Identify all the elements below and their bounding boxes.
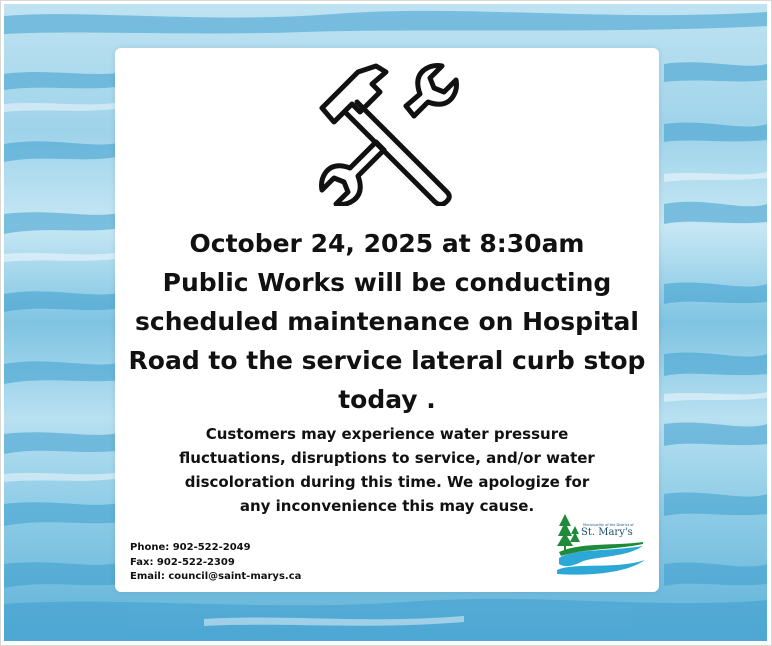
email-address: Email: council@saint-marys.ca xyxy=(130,571,302,582)
body-line: fluctuations, disruptions to service, and/or water xyxy=(179,449,595,467)
headline-line: Public Works will be conducting xyxy=(162,268,612,297)
phone-number: Phone: 902-522-2049 xyxy=(130,542,251,553)
body-line: any inconvenience this may cause. xyxy=(239,497,535,515)
headline-line: Road to the service lateral curb stop xyxy=(128,346,646,375)
fax-number: Fax: 902-522-2309 xyxy=(130,556,235,568)
headline xyxy=(115,224,659,419)
logo-graphic xyxy=(555,512,647,578)
headline-line: scheduled maintenance on Hospital xyxy=(135,307,639,336)
headline-line: today . xyxy=(338,385,436,414)
st-marys-logo xyxy=(555,512,647,578)
headline-date: October 24, 2025 at 8:30am xyxy=(189,229,585,258)
notice-card xyxy=(115,48,659,592)
hammer-wrench-icon xyxy=(310,56,460,206)
body-line: Customers may experience water pressure xyxy=(205,425,569,443)
logo-name: St. Mary's xyxy=(581,527,633,538)
contact-info xyxy=(130,541,301,585)
logo-municipality-text: Municipality of the District of xyxy=(583,523,634,527)
notice-body xyxy=(115,422,659,518)
body-line: discoloration during this time. We apologize for xyxy=(184,473,590,491)
